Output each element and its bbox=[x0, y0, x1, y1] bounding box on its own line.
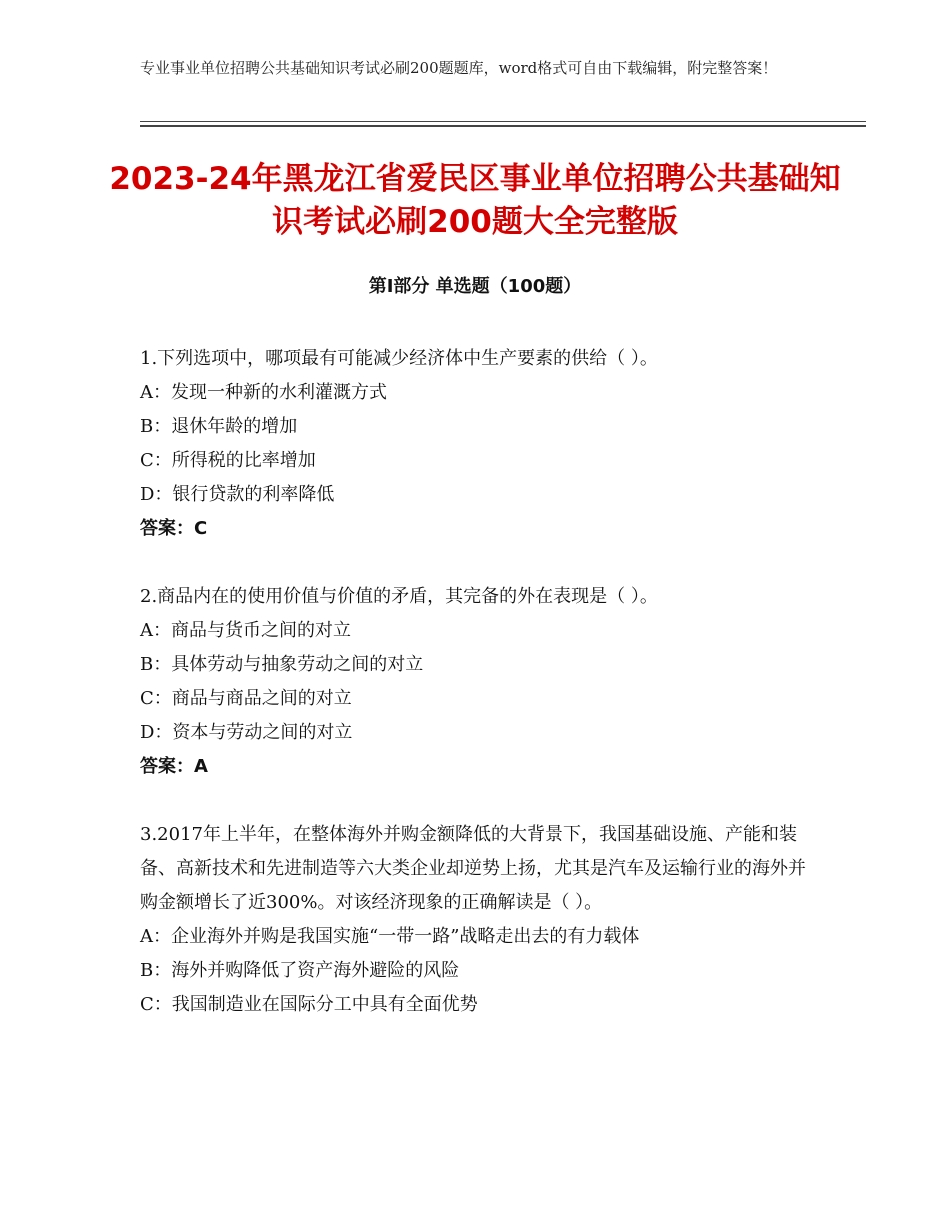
option-d: D：银行贷款的利率降低 bbox=[140, 484, 335, 505]
answer: 答案：C bbox=[140, 518, 208, 539]
question-stem: 1.下列选项中，哪项最有可能减少经济体中生产要素的供给（ ）。 bbox=[140, 348, 658, 369]
header-rule-thin bbox=[140, 121, 866, 122]
option-c: C：我国制造业在国际分工中具有全面优势 bbox=[140, 994, 478, 1015]
question-3 bbox=[140, 818, 820, 1022]
question-list bbox=[140, 342, 820, 1056]
option-b: B：退休年龄的增加 bbox=[140, 416, 298, 437]
question-2 bbox=[140, 580, 820, 784]
option-b: B：海外并购降低了资产海外避险的风险 bbox=[140, 960, 460, 981]
answer: 答案：A bbox=[140, 756, 208, 777]
option-c: C：商品与商品之间的对立 bbox=[140, 688, 352, 709]
option-a: A：商品与货币之间的对立 bbox=[140, 620, 351, 641]
option-b: B：具体劳动与抽象劳动之间的对立 bbox=[140, 654, 424, 675]
header-rule-thick bbox=[140, 125, 866, 127]
page-header-note: 专业事业单位招聘公共基础知识考试必刷200题题库，word格式可自由下载编辑，附完整答案！ bbox=[140, 59, 778, 77]
option-a: A：发现一种新的水利灌溉方式 bbox=[140, 382, 387, 403]
option-a: A：企业海外并购是我国实施“一带一路”战略走出去的有力载体 bbox=[140, 926, 640, 947]
section-heading: 第I部分 单选题（100题） bbox=[368, 276, 582, 297]
option-d: D：资本与劳动之间的对立 bbox=[140, 722, 353, 743]
question-stem: 2.商品内在的使用价值与价值的矛盾，其完备的外在表现是（ ）。 bbox=[140, 586, 658, 607]
document-title: 2023-24年黑龙江省爱民区事业单位招聘公共基础知识考试必刷200题大全完整版 bbox=[109, 161, 841, 240]
option-c: C：所得税的比率增加 bbox=[140, 450, 316, 471]
question-1 bbox=[140, 342, 820, 546]
question-stem: 3.2017年上半年，在整体海外并购金额降低的大背景下，我国基础设施、产能和装备、高新技术和先进制造等六大类企业却逆势上扬，尤其是汽车及运输行业的海外并购金额增长了近300%。对该经济现象的正确解读是（ ）。 bbox=[140, 824, 806, 913]
